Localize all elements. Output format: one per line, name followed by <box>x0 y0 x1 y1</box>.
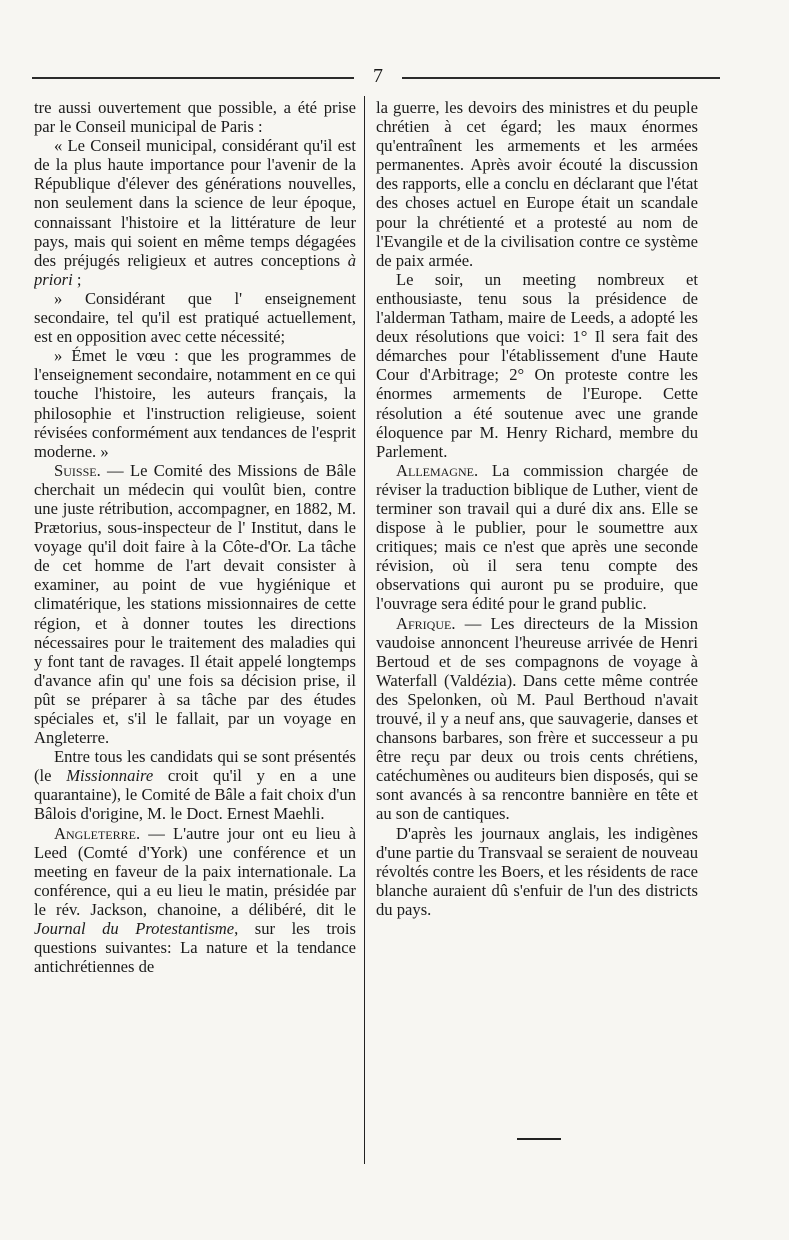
paragraph-l1 <box>34 98 356 136</box>
text-run: La commission chargée de réviser la traduction biblique de Luther, vient de terminer son travail qui a duré dix ans. Elle se dispose à le publier, pour le soumettre aux critiques; mais ce n'est que après une seconde révision, où il sera tenu compte des observations qui auront pu se produire, que l'ouvrage sera édité pour le grand public. <box>376 460 698 614</box>
text-run: D'après les journaux anglais, les indigènes d'une partie du Transvaal se seraient de nouveau révoltés contre les Boers, et les résidents de race blanche auraient dû s'enfuir de l'un des districts du pays. <box>376 823 698 919</box>
paragraph-r2 <box>376 270 698 461</box>
text-run: Entre tous les candidats qui se sont présentés (le <box>34 747 356 786</box>
header-rule-left <box>32 77 354 79</box>
right-column <box>376 98 698 1168</box>
paragraph-l6 <box>34 747 356 823</box>
section-heading: Angleterre. <box>54 823 141 843</box>
text-run: Le soir, un meeting nombreux et enthousiaste, tenu sous la présidence de l'alderman Tatham, maire de Leeds, a adopté les deux résolutions que voici: 1° Il sera fait des démarches pour l'établissement d'une Haute Cour d'Arbitrage; 2° On proteste contre les énormes armements de l'Europe. Cette résolution a été soutenue avec une grande éloquence par M. Henry Richard, membre du Parlement. <box>376 269 698 461</box>
section-heading: Suisse. <box>54 460 101 480</box>
text-run: ; <box>72 269 82 289</box>
italic-text: Journal du Protestantisme <box>34 919 235 939</box>
section-heading: Afrique. <box>396 613 456 633</box>
italic-text: Missionnaire <box>66 766 154 786</box>
paragraph-l4 <box>34 346 356 461</box>
paragraph-l5 <box>34 461 356 747</box>
text-run: » Émet le vœu : que les programmes de l'enseignement secondaire, notamment en ce qui touche l'histoire, les auteurs français, la philosophie et l'instruction religieuse, soient révisées conformément aux tendances de l'esprit moderne. » <box>34 346 356 461</box>
text-run: — L'autre jour ont eu lieu à Leed (Comté d'York) une conférence et un meeting en faveur de la paix internationale. La conférence, qui a eu lieu le matin, présidée par le rév. Jackson, chanoine, a délibéré, dit le <box>34 823 356 919</box>
text-run: la guerre, les devoirs des ministres et du peuple chrétien à cet égard; les maux énormes qu'entraînent les armements et les armées permanentes. Après avoir écouté la discussion des rapports, elle a conclu en déclarant que l'état des choses actuel en Europe était un scandale pour la chrétienté et a protesté au nom de l'Evangile et de la civilisation contre ce système de paix armée. <box>376 98 698 270</box>
paragraph-r1 <box>376 98 698 270</box>
paragraph-r5 <box>376 824 698 919</box>
italic-text: à priori <box>34 250 356 289</box>
text-run: tre aussi ouvertement que possible, a été prise par le Conseil municipal de Paris : <box>34 98 356 137</box>
text-run: — Le Comité des Missions de Bâle cherchait un médecin qui voulût bien, contre une juste rétribution, accompagner, en 1882, M. Prætorius, sous-inspecteur de l' Institut, dans le voyage qu'il doit faire à la Côte-d'Or. La tâche de cet homme de l'art devait consister à examiner, au point de vue hygiénique et climatérique, les stations missionnaires de cette région, et à donner toutes les directions nécessaires pour le traitement des maladies qui y font tant de ravages. Il était appelé longtemps d'avance afin qu' une fois sa décision prise, il pût se préparer à sa tâche par des études spéciales et, s'il le fallait, par un voyage en Angleterre. <box>34 460 356 748</box>
page-header <box>30 66 720 88</box>
text-run: croit qu'il y en a une quarantaine), le Comité de Bâle a fait choix d'un Bâlois d'origine, M. le Doct. Ernest Maehli. <box>34 766 356 824</box>
text-run: » Considérant que l' enseignement secondaire, tel qu'il est pratiqué actuellement, est en opposition avec cette nécessité; <box>34 288 356 347</box>
section-heading: Allemagne. <box>396 460 479 480</box>
paragraph-r3 <box>376 461 698 614</box>
text-run: « Le Conseil municipal, considérant qu'il est de la plus haute importance pour l'avenir de la République d'élever des générations nouvelles, non seulement dans la science de leur époque, connaissant l'histoire et la littérature de leur pays, mais qui soient en même temps dégagées des préjugés religieux et autres conceptions <box>34 136 356 270</box>
paragraph-l2 <box>34 136 356 289</box>
column-divider <box>364 96 365 1164</box>
left-column <box>34 98 356 1168</box>
page-number: 7 <box>373 65 383 87</box>
text-run: — Les directeurs de la Mission vaudoise annoncent l'heureuse arrivée de Henri Bertoud et de ses compagnons de voyage à Waterfall (Valdézia). Dans cette même contrée des Spelonken, où M. Paul Berthoud n'avait trouvé, il y a neuf ans, que sauvagerie, danses et chansons barbares, son frère et successeur a pu être reçu par deux ou trois cents chrétiens, catéchumènes ou auditeurs bien disposés, qui se sont avancés à sa rencontre bannière en tête et au son de cantiques. <box>376 613 698 824</box>
paragraph-l7 <box>34 824 356 977</box>
header-rule-right <box>402 77 720 79</box>
end-rule <box>517 1138 561 1140</box>
text-run: , sur les trois questions suivantes: La nature et la tendance antichrétiennes de <box>34 919 356 977</box>
paragraph-l3 <box>34 289 356 346</box>
paragraph-r4 <box>376 614 698 824</box>
